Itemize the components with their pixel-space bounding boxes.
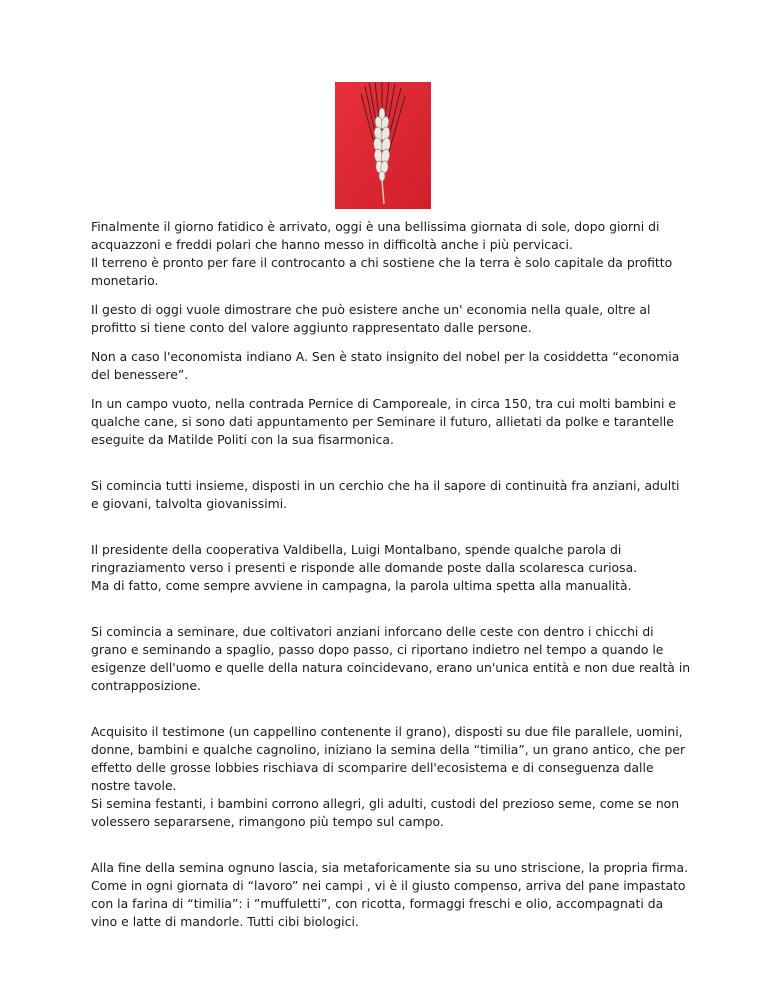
paragraph: Si comincia a seminare, due coltivatori anziani inforcano delle ceste con dentro i chicchi di grano e seminando a spaglio, passo dopo passo, ci riportano indietro nel tempo a quando le esigenze dell'uomo e quelle della natura coincidevano, erano un'unica entità e non due realtà in contrapposizione. [91,624,691,693]
paragraph: Finalmente il giorno fatidico è arrivato, oggi è una bellissima giornata di sole, dopo giorni di acquazzoni e freddi polari che hanno messo in difficoltà anche i più pervicaci. Il terreno è pronto per fare il controcanto a chi sostiene che la terra è solo capitale da profitto monetario. [91,219,673,288]
paragraph: Il gesto di oggi vuole dimostrare che può esistere anche un' economia nella quale, oltre al profitto si tiene conto del valore aggiunto rappresentato dalle persone. [91,302,651,335]
article-body [91,218,691,942]
paragraph: Acquisito il testimone (un cappellino contenente il grano), disposti su due file parallele, uomini, donne, bambini e qualche cagnolino, iniziano la semina della “timilia”, un grano antico, che per effetto delle grosse lobbies rischiava di scomparire dell'ecosistema e di conseguenza dalle nostre tavole. Si semina festanti, i bambini corrono allegri, gli adulti, custodi del prezioso seme, come se non volessero separarsene, rimangono più tempo sul campo. [91,724,686,829]
paragraph: Si comincia tutti insieme, disposti in un cerchio che ha il sapore di continuità fra anziani, adulti e giovani, talvolta giovanissimi. [91,478,680,511]
paragraph: In un campo vuoto, nella contrada Pernice di Camporeale, in circa 150, tra cui molti bambini e qualche cane, si sono dati appuntamento per Seminare il futuro, allietati da polke e tarantelle eseguite da Matilde Politi con la sua fisarmonica. [91,396,677,447]
wheat-ear-image [335,82,431,209]
paragraph: Alla fine della semina ognuno lascia, sia metaforicamente sia su uno striscione, la propria firma. Come in ogni giornata di “lavoro” nei campi , vi è il giusto compenso, arriva del pane impastato con la farina di “timilia”: i ”muffuletti”, con ricotta, formaggi freschi e olio, accompagnati da vino e latte di mandorle. Tutti cibi biologici. [91,860,689,929]
paragraph: Il presidente della cooperativa Valdibella, Luigi Montalbano, spende qualche parola di ringraziamento verso i presenti e risponde alle domande poste dalla scolaresca curiosa. Ma di fatto, come sempre avviene in campagna, la parola ultima spetta alla manualità. [91,542,638,593]
paragraph: Non a caso l'economista indiano A. Sen è stato insignito del nobel per la cosiddetta “economia del benessere”. [91,349,680,382]
